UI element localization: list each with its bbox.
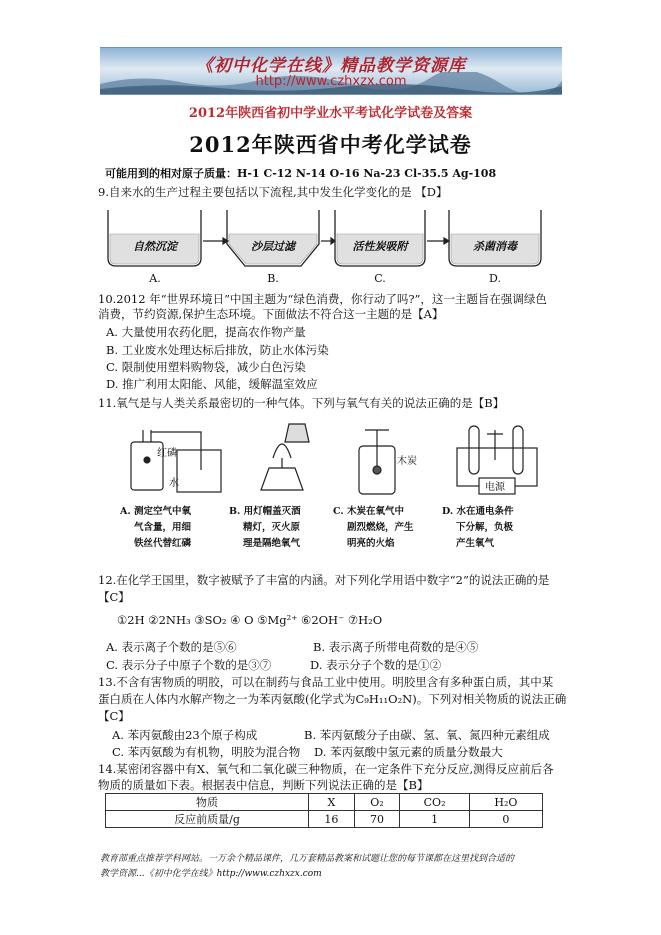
q13-option-b: B. 苯丙氨酸分子由碳、氢、氧、氮四种元素组成 [304, 728, 550, 742]
q13-stem-line1: 13.不含有害物质的明胶，可以在制药与食品工业中使用。明胶里含有多种蛋白质，其中某 [98, 675, 554, 689]
q9-letter: D. [489, 272, 501, 284]
charcoal-label: 木炭 [397, 456, 417, 467]
q12-option-b: B. 表示离子所带电荷数的是④⑤ [313, 640, 479, 654]
q13-option-d: D. 苯丙氨酸中氢元素的质量分数最大 [314, 745, 503, 759]
caption-line: 明亮的火焰 [347, 538, 395, 549]
q11-caption-d [442, 504, 514, 552]
atomic-masses: 可能用到的相对原子质量：H-1 C-12 N-14 O-16 Na-23 Cl-35.5 Ag-108 [105, 167, 497, 180]
caption-line: 剧烈燃烧，产生 [347, 522, 414, 533]
caption-line: 气含量，用细 [134, 522, 192, 533]
q12-option-a: A. 表示离子个数的是⑤⑥ [106, 640, 237, 654]
q14-mass-table [105, 793, 543, 828]
table-header-cell: CO₂ [400, 794, 470, 811]
q12-stem: 12.在化学王国里，数字被赋予了丰富的内涵。对下列化学用语中数字“2”的说法正确的是 [98, 573, 550, 587]
table-row [106, 811, 543, 828]
q12-option-d: D. 表示分子个数的是①② [310, 658, 442, 672]
q13-option-c: C. 苯丙氨酸为有机物，明胶为混合物 [112, 745, 301, 759]
banner-title: 《初中化学在线》精品教学资源库 [196, 56, 466, 76]
q9-letter: B. [267, 272, 279, 284]
q9-stem: 9.自来水的生产过程主要包括以下流程,其中发生化学变化的是 【D】 [98, 185, 448, 199]
q10-option-a: A. 大量使用农药化肥，提高农作物产量 [106, 325, 306, 339]
q9-step: 杀菌消毒 [473, 240, 517, 253]
q9-letter: C. [374, 272, 386, 284]
q12-answer: 【C】 [98, 590, 130, 604]
table-cell: 反应前质量/g [106, 811, 309, 828]
table-header-row [106, 794, 543, 811]
page-title: 2012年陕西省中考化学试卷 [189, 132, 472, 157]
table-cell: 0 [469, 811, 542, 828]
table-header-cell: O₂ [354, 794, 400, 811]
caption-line: D. 水在通电条件 [442, 506, 514, 517]
q10-option-d: D. 推广利用太阳能、风能，缓解温室效应 [106, 377, 318, 391]
footer-promo [100, 852, 570, 882]
footer-line1: 教育部重点推荐学科网站。一万余个精品课件，几万套精品教案和试题让您的每节课都在这里找到合适的 [100, 854, 515, 864]
q10-option-b: B. 工业废水处理达标后排放，防止水体污染 [106, 343, 329, 357]
power-supply-label: 电源 [485, 482, 505, 493]
water-label: 水 [169, 478, 179, 489]
q11-caption-c [333, 504, 414, 552]
q11-caption-a [120, 504, 191, 552]
q14-stem-line2: 物质的质量如下表。根据表中信息，判断下列说法正确的是【B】 [98, 778, 429, 792]
q13-answer: 【C】 [98, 709, 130, 723]
q9-flow-diagram [103, 204, 553, 284]
q9-step: 活性炭吸附 [352, 240, 408, 253]
subtitle: 2012年陕西省初中学业水平考试化学试卷及答案 [188, 106, 473, 121]
q11-caption-b [229, 504, 301, 552]
table-cell: 16 [309, 811, 355, 828]
table-header-cell: 物质 [106, 794, 309, 811]
footer-line2[interactable]: 教学资源...《初中化学在线》http://www.czhxzx.com [100, 869, 322, 879]
table-cell: 70 [354, 811, 400, 828]
q12-symbols: ①2H ②2NH₃ ③SO₂ ④ O ⑤Mg²⁺ ⑥2OH⁻ ⑦H₂O [117, 613, 383, 627]
q9-step: 沙层过滤 [251, 240, 295, 253]
caption-line: 产生氧气 [456, 538, 495, 549]
table-header-cell: H₂O [469, 794, 542, 811]
q11-stem: 11.氧气是与人类关系最密切的一种气体。下列与氧气有关的说法正确的是【B】 [98, 396, 505, 410]
q11-apparatus-figure [113, 420, 553, 500]
caption-line: B. 用灯帽盖灭酒 [229, 506, 301, 517]
q12-option-c: C. 表示分子中原子个数的是③⑦ [106, 658, 272, 672]
caption-line: A. 测定空气中氧 [120, 506, 191, 517]
caption-line: 理是隔绝氧气 [243, 538, 301, 549]
banner-url[interactable]: http://www.czhxzx.com [255, 74, 407, 89]
q13-stem-line2: 蛋白质在人体内水解产物之一为苯丙氨酸(化学式为C₉H₁₁O₂N)。下列对相关物质的说法正确 [98, 692, 567, 706]
red-phosphorus-label: 红磷 [157, 448, 177, 459]
q9-step: 自然沉淀 [133, 240, 177, 253]
caption-line: 下分解，负极 [456, 522, 514, 533]
header-banner [100, 47, 562, 95]
q10-stem-line2: 消费，节约资源,保护生态环境。下面做法不符合这一主题的是【A】 [98, 307, 444, 321]
caption-line: 铁丝代替红磷 [134, 538, 192, 549]
q10-option-c: C. 限制使用塑料购物袋，减少白色污染 [106, 360, 306, 374]
q9-letter: A. [149, 272, 161, 284]
q14-stem-line1: 14.某密闭容器中有X、氧气和二氧化碳三种物质，在一定条件下充分反应,测得反应前后各 [98, 762, 554, 776]
caption-line: C. 木炭在氧气中 [333, 506, 405, 517]
q10-stem-line1: 10.2012 年“世界环境日”中国主题为“绿色消费，你行动了吗?”，这一主题旨在强调绿色 [98, 292, 547, 306]
table-cell: 1 [400, 811, 470, 828]
q13-option-a: A. 苯丙氨酸由23个原子构成 [112, 728, 258, 742]
caption-line: 精灯，灭火原 [243, 522, 301, 533]
table-header-cell: X [309, 794, 355, 811]
